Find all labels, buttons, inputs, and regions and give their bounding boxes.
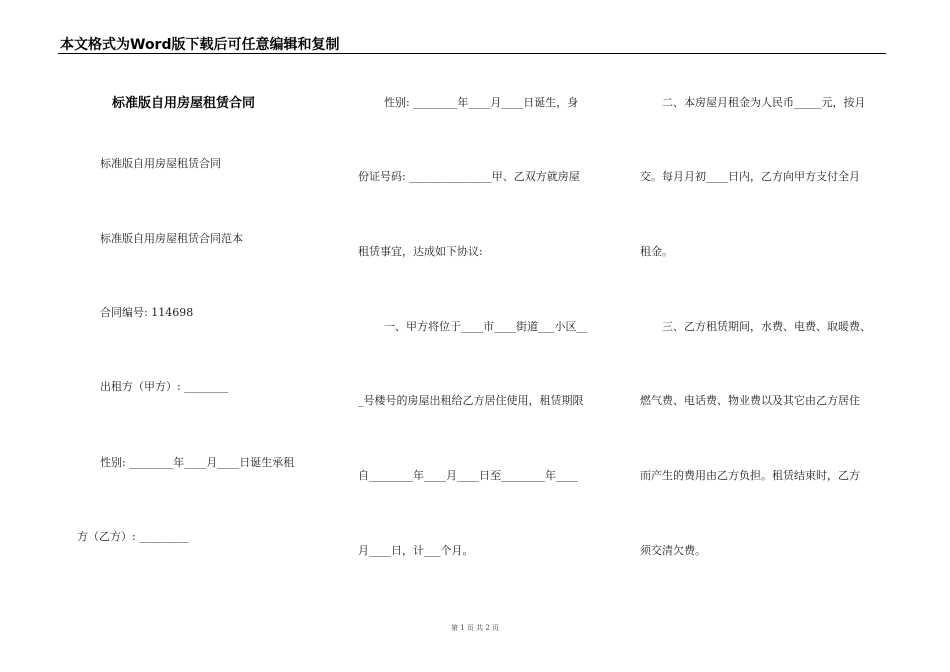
header-text: 本文格式为Word版下载后可任意编辑和复制 (60, 37, 340, 53)
col2-line-4: 一、甲方将位于____市____街道___小区__ (384, 320, 588, 333)
page-indicator: 第 1 页 共 2 页 (450, 624, 500, 632)
col3-line-3: 租金。 (640, 245, 673, 258)
col1-line-1: 标准版自用房屋租赁合同 (100, 157, 221, 170)
col2-line-2: 份证号码: _______________甲、乙双方就房屋 (358, 170, 580, 183)
col3-line-4: 三、乙方租赁期间，水费、电费、取暖费、 (662, 320, 871, 333)
col1-line-4: 出租方（甲方）: ________ (100, 380, 229, 393)
col3-line-1: 二、本房屋月租金为人民币_____元，按月 (662, 96, 866, 109)
col2-line-7: 月____日，计___个月。 (358, 544, 474, 557)
col1-line-6: 方（乙方）: _________ (77, 530, 189, 543)
col2-line-6: 自________年____月____日至________年____ (358, 469, 578, 482)
col3-line-7: 须交清欠费。 (640, 544, 706, 557)
col2-line-5: _号楼号的房屋出租给乙方居住使用，租赁期限 (358, 394, 584, 407)
col1-line-2: 标准版自用房屋租赁合同范本 (100, 232, 243, 245)
col1-line-3: 合同编号: 114698 (100, 306, 194, 319)
col3-line-2: 交。每月月初____日内，乙方向甲方支付全月 (640, 170, 860, 183)
header-rule (58, 53, 886, 54)
document-title: 标准版自用房屋租赁合同 (112, 96, 256, 111)
col2-line-3: 租赁事宜，达成如下协议: (358, 245, 483, 258)
col3-line-6: 而产生的费用由乙方负担。租赁结束时，乙方 (640, 469, 860, 482)
col3-line-5: 燃气费、电话费、物业费以及其它由乙方居住 (640, 394, 860, 407)
col2-line-1: 性别: ________年____月____日诞生，身 (384, 96, 579, 109)
col1-line-5: 性别: ________年____月____日诞生承租 (100, 456, 295, 469)
